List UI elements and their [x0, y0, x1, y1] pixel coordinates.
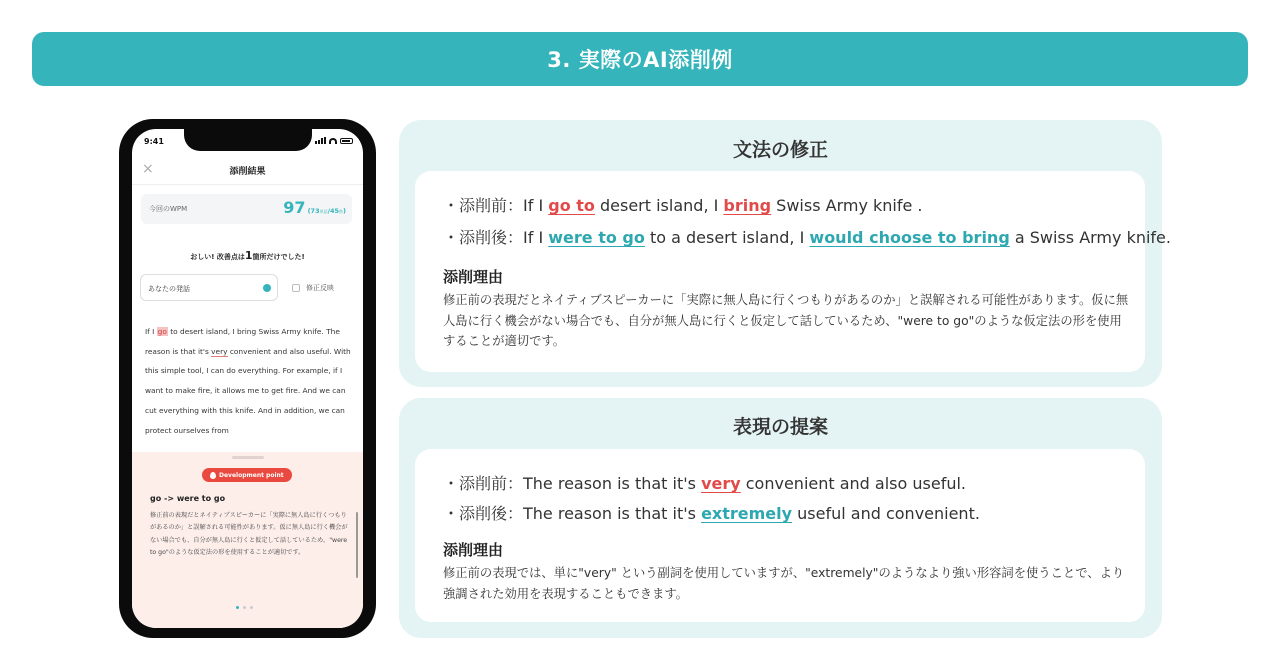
nav-title: 添削結果: [229, 167, 266, 177]
development-point-badge: Development point: [202, 468, 292, 482]
error-highlight[interactable]: go: [157, 327, 167, 336]
expression-reason-heading: 添削理由: [443, 541, 504, 559]
phone-screen: [132, 129, 363, 628]
flame-icon: [210, 472, 216, 479]
essay-text: If I go to desert island, I bring Swiss Army knife. The reason is that it's very convenient and also useful. With this simple tool, I can do everything. For example, if I want to make fire, it allows me to get fire. And we can cut everything with this knife. And in addition, we can protect ourselves from: [145, 327, 351, 435]
phone-notch: [184, 129, 312, 151]
wpm-card: [141, 194, 352, 224]
speech-tab[interactable]: [140, 274, 278, 301]
wpm-label: 今回のWPM: [149, 205, 188, 213]
nav-bar: [132, 159, 363, 185]
wpm-detail: (73単語/45秒): [307, 207, 346, 215]
wpm-value-group: [283, 198, 346, 217]
grammar-before-line: ・添削前：If I go to desert island, I bring Swiss Army knife .: [443, 196, 923, 215]
signal-icon: [315, 137, 326, 144]
expression-after-line: ・添削後：The reason is that it's extremely useful and convenient.: [443, 504, 980, 523]
expression-before-line: ・添削前：The reason is that it's very convenient and also useful.: [443, 474, 966, 493]
reflect-label: 修正反映: [306, 284, 334, 292]
suggestion-highlight[interactable]: very: [211, 346, 228, 356]
status-icons: [315, 137, 353, 144]
feedback-sheet: [132, 452, 363, 628]
page-dots: [236, 606, 253, 609]
grammar-reason-body: 修正前の表現だとネイティブスピーカーに「実際に無人島に行くつもりがあるのか」と誤解される可能性があります。仮に無人島に行く機会がない場合でも、自分が無人島に行くと仮定して話しているため、"were to go"のような仮定法の形を使用することが適切です。: [443, 293, 1129, 348]
reflect-checkbox[interactable]: [292, 284, 300, 292]
grammar-reason-heading: 添削理由: [443, 268, 504, 286]
wpm-value: 97: [283, 198, 306, 217]
expression-card-title: 表現の提案: [732, 416, 828, 438]
speech-tab-label: あなたの発話: [148, 285, 190, 293]
fix-explanation: 修正前の表現だとネイティブスピーカーに「実際に無人島に行くつもりがあるのか」と誤解される可能性があります。仮に無人島に行く機会がない場合でも、自分が無人島に行くと仮定して話しているため、"were to go"のような仮定法の形を使用することが適切です。: [150, 512, 348, 557]
grammar-card: [399, 120, 1171, 387]
expression-card-body: [415, 449, 1145, 622]
grammar-card-title: 文法の修正: [732, 139, 828, 161]
grammar-after-line: ・添削後：If I were to go to a desert island, I would choose to bring a Swiss Army knife.: [443, 228, 1171, 247]
expression-reason-body: 修正前の表現では、単に"very" という副詞を使用していますが、"extremely"のようなより強い形容詞を使うことで、より強調された効用を表現することもできます。: [443, 566, 1125, 601]
close-icon[interactable]: ×: [142, 161, 154, 177]
wifi-icon: [329, 138, 337, 144]
section-title: 3. 実際のAI添削例: [547, 48, 733, 72]
scrollbar[interactable]: [356, 512, 358, 578]
expression-card: [399, 398, 1162, 638]
section-banner: [32, 32, 1248, 86]
fix-title: go -> were to go: [150, 494, 226, 503]
phone-mockup: [119, 119, 376, 638]
status-time: 9:41: [144, 137, 164, 146]
battery-icon: [340, 138, 353, 144]
sheet-grabber[interactable]: [232, 456, 264, 459]
reflect-toggle[interactable]: [292, 283, 334, 293]
praise-message: おしい! 改善点は1箇所だけでした!: [190, 249, 305, 262]
speaker-icon[interactable]: [263, 284, 271, 292]
grammar-card-body: [415, 171, 1171, 372]
